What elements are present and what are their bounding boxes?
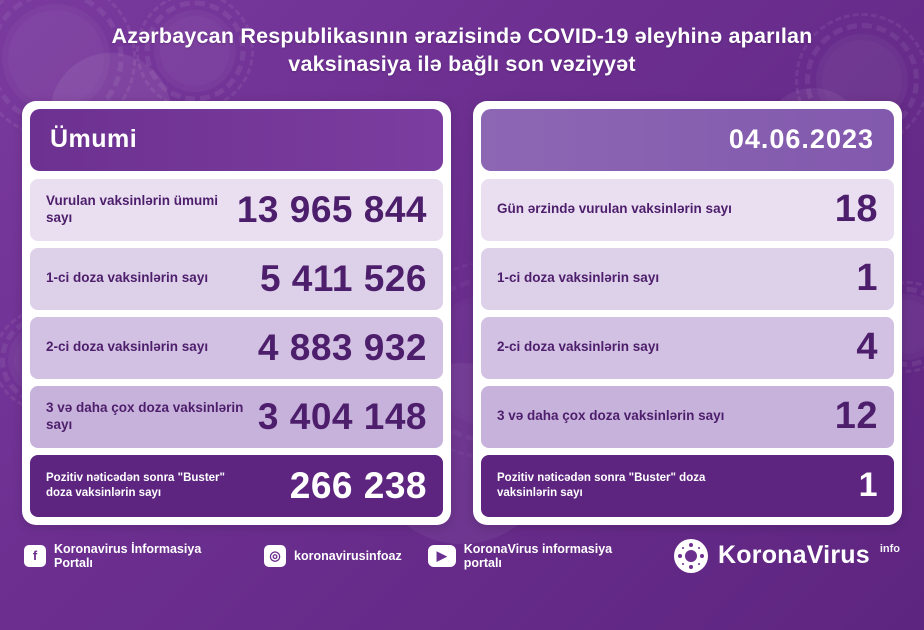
row-label: 2-ci doza vaksinlərin sayı (497, 339, 660, 355)
page-title: Azərbaycan Respublikasının ərazisində COVID-19 əleyhinə aparılan vaksinasiya ilə bağlı son vəziyyət (111, 24, 813, 77)
brand-logo (674, 539, 900, 573)
row-value: 1 (858, 466, 878, 505)
table-row (30, 317, 443, 379)
daily-panel-rows (481, 179, 894, 517)
row-label: Gün ərzində vurulan vaksinlərin sayı (497, 201, 732, 217)
table-row (30, 386, 443, 448)
row-label: Pozitiv nəticədən sonra "Buster" doza vaksinlərin sayı (46, 472, 225, 499)
table-row (481, 455, 894, 517)
table-row (30, 179, 443, 241)
row-label: Pozitiv nəticədən sonra "Buster" doza vaksinlərin sayı (497, 472, 706, 499)
row-value: 12 (834, 395, 878, 438)
daily-panel-header (481, 109, 894, 171)
social-youtube[interactable] (428, 542, 648, 570)
row-label: 3 və daha çox doza vaksinlərin sayı (46, 399, 244, 432)
daily-panel-date: 04.06.2023 (728, 124, 874, 155)
virus-logo-icon (674, 539, 708, 573)
table-row (481, 179, 894, 241)
total-panel (22, 101, 451, 525)
table-row (481, 317, 894, 379)
row-value: 1 (856, 257, 878, 300)
row-value: 18 (834, 188, 878, 231)
social-label: KoronaVirus informasiya portalı (463, 541, 613, 570)
row-label: Vurulan vaksinlərin ümumi sayı (46, 192, 219, 225)
row-label: 1-ci doza vaksinlərin sayı (497, 270, 660, 286)
footer (0, 525, 924, 573)
table-row (481, 248, 894, 310)
table-row (30, 248, 443, 310)
total-panel-rows (30, 179, 443, 517)
total-panel-header (30, 109, 443, 171)
daily-panel (473, 101, 902, 525)
total-panel-heading: Ümumi (50, 125, 138, 154)
row-value: 266 238 (289, 464, 427, 506)
row-value: 3 404 148 (257, 395, 427, 437)
row-value: 4 (856, 326, 878, 369)
social-facebook[interactable] (24, 542, 238, 570)
row-value: 13 965 844 (236, 188, 427, 230)
row-value: 5 411 526 (259, 257, 427, 299)
social-label: Koronavirus İnformasiya Portalı (54, 541, 202, 570)
social-instagram[interactable] (264, 545, 402, 567)
brand-suffix: info (879, 542, 900, 555)
brand-name: KoronaVirus (718, 541, 870, 570)
row-label: 3 və daha çox doza vaksinlərin sayı (497, 408, 725, 424)
table-row (30, 455, 443, 517)
row-value: 4 883 932 (257, 326, 427, 368)
row-label: 1-ci doza vaksinlərin sayı (46, 270, 209, 286)
table-row (481, 386, 894, 448)
facebook-icon: f (24, 545, 46, 567)
social-label: koronavirusinfoaz (294, 548, 402, 563)
row-label: 2-ci doza vaksinlərin sayı (46, 339, 209, 355)
youtube-icon: ▶ (428, 545, 456, 567)
instagram-icon: ◎ (264, 545, 286, 567)
panels-container (0, 79, 924, 525)
